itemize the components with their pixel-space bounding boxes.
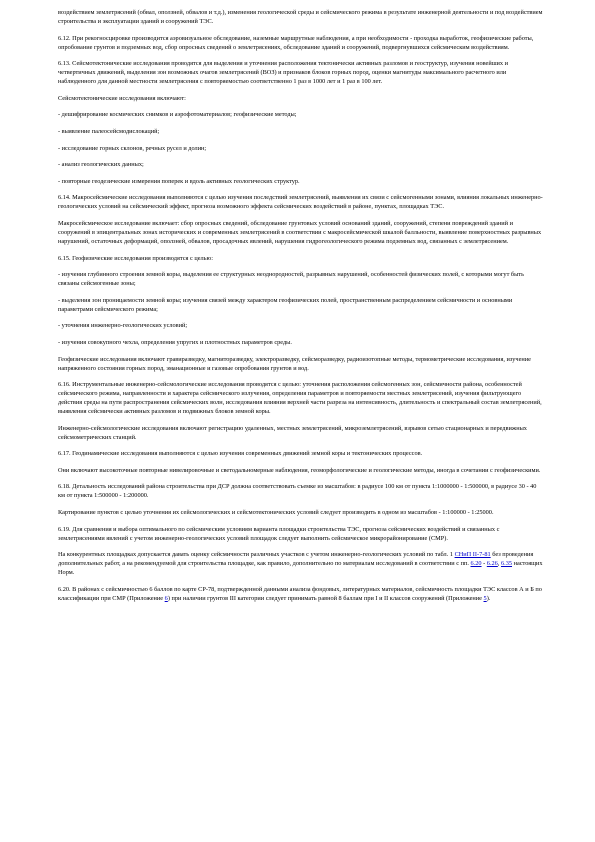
paragraph-seismology-includes: Инженерно-сейсмологические исследования включают регистрацию удаленных, местных землетрясений, микроземлетрясений, взрывов сетью стационарных и передвижных сейсмометрических станций. [58,424,527,441]
text-span: 6.20. В районах с сейсмичностью 6 баллов по карте СР-78, подтвержденной данными анализа фондовых, литературных материалов, сейсмичность площадки ТЭС классов А и Б по классификации при СМР (Приложение [58,585,542,602]
paragraph-6-17: 6.17. Геодинамические исследования выполняются с целью изучения современных движений земной коры и тектонических процессов. [58,450,423,458]
paragraph-6-14: 6.14. Макросейсмические исследования выполняются с целью изучения последствий землетрясений, выявления их связи с сейсмогенными зонами, влияния локальных инженерно-геологических условий на сейсмический эффект, прогноза возможного эффекта сейсмических воздействий в районе, пунктах, площадках ТЭС. [58,194,543,211]
list-item: - повторные геодезические измерения поперек и вдоль активных геологических структур. [58,177,300,185]
paragraph-geodynamics-includes: Они включают высокоточные повторные нивелировочные и светодальномерные наблюдения, геоморфологические и геологические методы, иногда в сочетании с геофизическими. [58,466,541,474]
list-item: - уточнения инженерно-геологических условий; [58,322,188,330]
list-item: - изучения глубинного строения земной коры, выделения ее структурных неоднородностей, разрывных нарушений, особенностей физических полей, с которыми могут быть связаны сейсмогенные зоны; [58,271,524,288]
paragraph-6-16: 6.16. Инструментальные инженерно-сейсмологические исследования проводятся с целью: уточнения расположения сейсмогенных зон, сейсмичности района, особенностей сейсмического режима, направленности и характера сейсмического излучения, определения параметров и повторяемости местных землетрясений, изучения фильтрующего действия среды на пути распространения сейсмических волн, исследования влияния верхней части разреза на интенсивность, длительность и спектральный состав землетрясений, выявления сейсмически активных разломов и подвижных блоков земной коры. [58,381,542,416]
list-item: - исследование горных склонов, речных русел и долин; [58,144,207,152]
list-item: - изучения совокупного чехла, определения упругих и плотностных параметров среды. [58,338,292,346]
paragraph-mapping: Картирование пунктов с целью уточнения их сейсмологических и сейсмотектонических условий следует производить в одном из масштабов - 1:100000 - 1:25000. [58,509,494,517]
paragraph-6-13: 6.13. Сейсмотектонические исследования проводятся для выделения и уточнения расположения тектонически активных разломов и геоструктур, изучения новейших и четвертичных движений, выделения зон возможных очагов землетрясений (ВОЗ) и признаков блоков горных пород, оценки магнитуды максимального расчетного или наблюденного для данной местности землетрясения с повторяемостью соответственно 1 раз в 1000 лет и 1 раз в 100 лет. [58,60,509,86]
link-snip[interactable]: СНиП II-7-81 [454,551,491,559]
link-6-35[interactable]: 6.35 [500,560,513,568]
paragraph-6-12: 6.12. При рекогносцировке производится аэровизуальное обследование, наземные маршрутные наблюдения, а при необходимости - проходка выработок, геофизические работы, опробование грунтов и подземных вод, сбор опросных сведений о землетрясениях, обследование зданий и сооружений, подвергнувшихся сейсмическим воздействиям. [58,34,534,51]
link-6-20[interactable]: 6.20 [470,560,482,568]
text-span: настоящих Норм. [58,560,543,577]
paragraph-geophysics-includes: Геофизические исследования включают гравиразведку, магниторазведку, электроразведку, сейсморазведку, радиоизотопные методы, термометрические исследования, изучение напряженного состояния горных пород, эманационные и газовые опробования грунтов и вод. [58,355,531,372]
text-span: , [497,560,501,568]
list-item: - дешифрирование космических снимков и аэрофотоматериалов; геофизические методы; [58,111,297,119]
link-appendix-5[interactable]: 5 [483,594,487,602]
paragraph-competing-sites [58,550,544,577]
link-6-26[interactable]: 6.26 [486,560,498,568]
paragraph-6-15: 6.15. Геофизические исследования производятся с целью: [58,254,213,262]
list-item: - анализ геологических данных; [58,161,144,169]
paragraph-intro: воздействием землетрясений (обвал, оползней, обвалов и т.д.), изменения геологической среды и сейсмического режима в результате инженерной деятельности и под воздействием строительства и эксплуатации зданий и сооружений ТЭС. [58,9,543,25]
text-span: ). [486,594,491,602]
link-appendix-6[interactable]: 6 [164,594,168,602]
text-span: - [481,560,487,568]
text-span: без проведения дополнительных работ, а на рекомендуемой для строительства площадке, как правило, дополнительно по материалам исследований в соответствии с пп. [58,551,534,568]
document-page [58,8,544,610]
text-span: На конкурентных площадках допускается давать оценку сейсмичности различных участков с учетом инженерно-геологических условий по табл. 1 [58,551,455,559]
paragraph-seismotectonic-includes: Сейсмотектонические исследования включают: [58,94,186,102]
text-span: ) при наличии грунтов III категории следует принимать равной 8 баллам при I и II классов сооружений (Приложение [167,594,484,602]
paragraph-6-20 [58,585,544,603]
paragraph-6-19: 6.19. Для сравнения и выбора оптимального по сейсмическим условиям варианта площадки строительства ТЭС, прогноза сейсмических воздействий и связанных с землетрясениями явлений с учетом инженерно-геологических условий площадок следует выполнить сейсмическое микрорайонирование (СМР). [58,525,500,542]
paragraph-macroseismic-includes: Макросейсмическое исследование включает: сбор опросных сведений, обследование грунтовых условий оснований зданий, сооружений, степени повреждений зданий и сооружений в эпицентральных зонах исторических и современных землетрясений в соответствии с макросейсмической шкалой балльности, выявление поверхностных разрывных нарушений, остаточных деформаций, оползней, обвалов, просадочных явлений, нарушения гидрогеологического режима подземных вод, связанных с землетрясением. [58,219,542,245]
paragraph-6-18: 6.18. Детальность исследований района строительства при ДСР должна соответствовать съемке из масштабов: в радиусе 100 км от пункта 1:1000000 - 1:500000, в радиусе 30 - 40 км от пункта 1:500000 - 1:200000. [58,483,537,500]
list-item: - выделения зон проницаемости земной коры; изучения связей между характером геофизических полей, пространственным распределением сейсмичности и основными параметрами сейсмического режима; [58,296,513,313]
list-item: - выявление палеосейсмодислокаций; [58,127,160,135]
